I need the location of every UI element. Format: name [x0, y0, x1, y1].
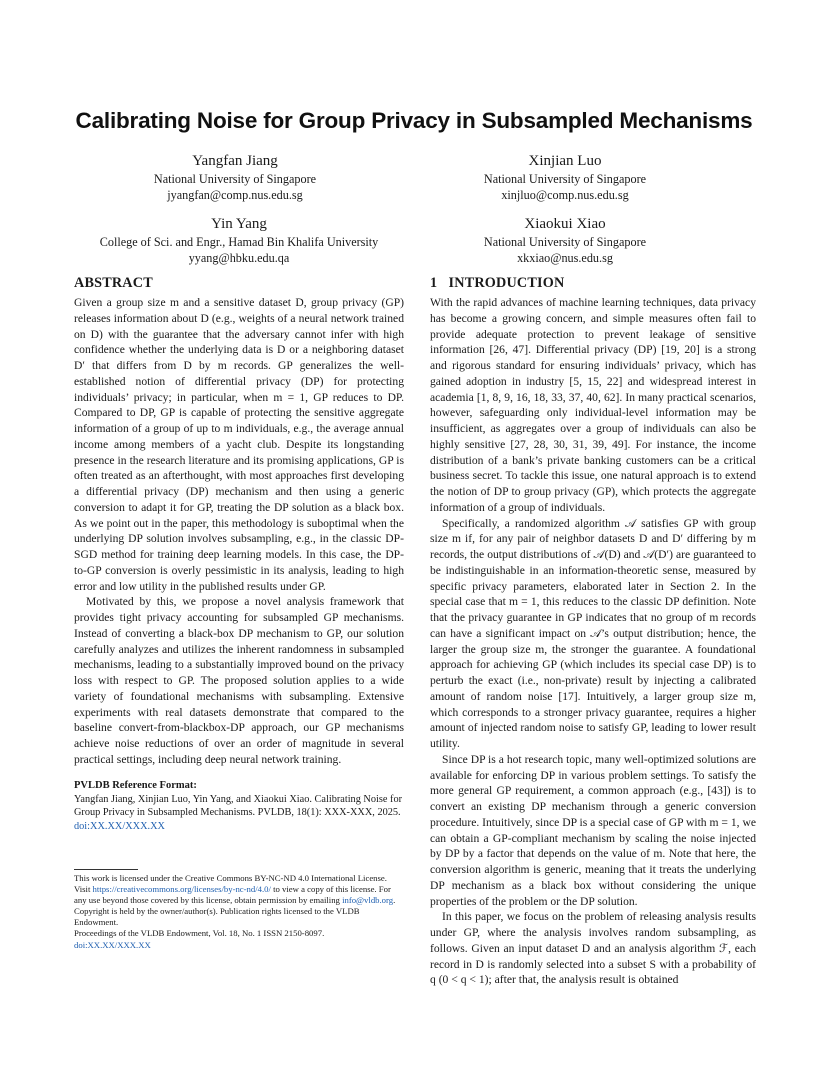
- intro-paragraph: With the rapid advances of machine learning techniques, data privacy has become a growing concern, and simple measures often fail to provide adequate protection to prevent leakage of sensitive information [26, 47]. Differential privacy (DP) [19, 20] is a strong and rigorous standard for ensuring individuals’ privacy, which has gained adoption in industry [5, 15, 22] and widespread interest in academia [1, 8, 9, 16, 18, 33, 37, 40, 62]. In many practical scenarios, however, safeguarding only individual-level information may be insufficient, as aggregates over a group of individuals can also be highly sensitive [27, 28, 30, 31, 39, 49]. For instance, the income distribution of a bank’s private banking customers can be a critical business secret. To tackle this issue, one natural approach is to extend the notion of DP to group privacy (GP), which protects the aggregate information of a group of individuals.: [430, 296, 756, 514]
- intro-paragraph: Since DP is a hot research topic, many well-optimized solutions are available for enforcing DP in various problem settings. To satisfy the more general GP requirement, a common approach (e.g., [43]) is to convert an existing DP mechanism through a generic conversion procedure. Intuitively, since DP is a special case of GP with m = 1, we can obtain a GP-compliant mechanism by scaling the noise injected by DP by a factor that depends on the value of m. Note that here, the conversion algorithm is generic, meaning that it treats the underlying DP mechanism as a black box without considering the unique properties of the problem or the DP solution.: [430, 752, 756, 908]
- author-affiliation: College of Sci. and Engr., Hamad Bin Khalifa University: [99, 235, 379, 249]
- intro-paragraph: Specifically, a randomized algorithm 𝒜 satisfies GP with group size m if, for any pair of neighbor datasets D and D′ differing by m records, the output distributions of 𝒜(D) and 𝒜(D′) are guaranteed to be indistinguishable in an information-theoretic sense, measured by specific privacy parameters, elaborated later in Section 2. In the special case that m = 1, this reduces to the classic DP definition. Note that the privacy guarantee in GP indicates that no group of m records can have a significant impact on 𝒜’s output distribution; hence, the larger the group size m, the stronger the guarantee. A foundational approach for achieving GP (which includes its special case DP) is to perturb the exact (i.e., non-private) result by injecting a calibrated amount of random noise [17]. Intuitively, a larger group size m, which corresponds to a stronger privacy guarantee, requires a higher amount of injected random noise to satisfy GP, leading to lower result utility.: [430, 516, 756, 750]
- abstract-heading: ABSTRACT: [74, 275, 153, 291]
- abstract-body: [74, 295, 404, 768]
- author-block: [74, 215, 404, 266]
- reference-format-heading: PVLDB Reference Format:: [74, 780, 197, 791]
- license-footnote: [74, 873, 404, 951]
- footnote-rule: [74, 869, 138, 870]
- intro-paragraph: In this paper, we focus on the problem of releasing analysis results under GP, where the analysis involves random subsampling, as follows. Given an input dataset D and an analysis algorithm ℱ, each record in D is randomly selected into a subset S with a probability of q (0 < q < 1); after that, the analysis result is obtained: [430, 910, 756, 987]
- email-link[interactable]: info@vldb.org: [342, 895, 394, 906]
- paper-title: Calibrating Noise for Group Privacy in Subsampled Mechanisms: [75, 108, 753, 133]
- proceedings-text: Proceedings of the VLDB Endowment, Vol. 18, No. 1 ISSN 2150-8097.: [74, 928, 325, 939]
- introduction-heading: 1 INTRODUCTION: [430, 275, 565, 291]
- license-text-part: . Copyright is held by the owner/author(s). Publication rights licensed to the VLDB Endowment.: [74, 895, 396, 928]
- license-text: [74, 873, 404, 928]
- license-text-part: to view a copy of this license. For any use beyond those covered by this license, obtain permission by emailing: [74, 884, 391, 906]
- author-affiliation: National University of Singapore: [153, 172, 317, 186]
- reference-format-text: Yangfan Jiang, Xinjian Luo, Yin Yang, and Xiaokui Xiao. Calibrating Noise for Group Privacy in Subsampled Mechanisms. PVLDB, 18(1): XXX-XXX, 2025.: [74, 793, 403, 818]
- author-block: [440, 215, 690, 266]
- license-url-link[interactable]: https://creativecommons.org/licenses/by-nc-nd/4.0/: [92, 884, 271, 895]
- author-email: jyangfan@comp.nus.edu.sg: [167, 188, 303, 202]
- reference-doi-link[interactable]: doi:XX.XX/XXX.XX: [74, 820, 165, 832]
- license-text-part: This work is licensed under the Creative Commons BY-NC-ND 4.0 International License. Visit: [74, 873, 387, 895]
- author-name: Yangfan Jiang: [192, 153, 278, 169]
- author-email: xinjluo@comp.nus.edu.sg: [501, 188, 629, 202]
- abstract-paragraph: Given a group size m and a sensitive dataset D, group privacy (GP) releases information about D (e.g., weights of a neural network trained on D) with the guarantee that the adversary cannot infer with high confidence whether the underlying data is D or a neighboring dataset D′ that differs from D by m records. GP generalizes the well-established notion of differential privacy (DP) for protecting individuals’ privacy; in particular, when m = 1, GP reduces to DP. Compared to DP, GP is capable of protecting the sensitive aggregate information of a group of up to m individuals, e.g., the average annual income among members of a yacht club. Despite its longstanding presence in the research literature and its promising applications, GP is often treated as an afterthought, with most approaches first developing a differential privacy (DP) mechanism and then using a generic conversion to adapt it for GP, treating the DP solution as a black box. As we point out in the paper, this methodology is suboptimal when the underlying DP solution involves subsampling, e.g., in the classic DP-SGD method for training deep learning models. In this case, the DP-to-GP conversion is overly pessimistic in its analysis, leading to high error and low utility in the published results under GP.: [74, 296, 404, 593]
- author-block: [440, 152, 690, 203]
- abstract-paragraph: Motivated by this, we propose a novel analysis framework that provides tight privacy accounting for subsampled GP mechanisms. Instead of converting a black-box DP mechanism to GP, our solution carefully analyzes and utilizes the inherent randomness in subsampled mechanisms, leading to a substantially improved bound on the privacy loss with respect to GP. The proposed solution applies to a wide variety of foundational mechanisms with subsampling. Extensive experiments with real datasets demonstrate that compared to the baseline convert-from-blackbox-DP approach, our GP mechanisms achieve noise reductions of over an order of magnitude in several practical settings, including deep neural network training.: [74, 595, 404, 766]
- author-name: Yin Yang: [211, 216, 267, 232]
- author-affiliation: National University of Singapore: [483, 172, 647, 186]
- footnote-doi-link[interactable]: doi:XX.XX/XXX.XX: [74, 939, 151, 950]
- introduction-body: [430, 295, 756, 988]
- author-email: yyang@hbku.edu.qa: [188, 251, 290, 265]
- author-block: [110, 152, 360, 203]
- reference-format: [74, 779, 404, 833]
- author-name: Xiaokui Xiao: [524, 216, 606, 232]
- author-affiliation: National University of Singapore: [483, 235, 647, 249]
- author-email: xkxiao@nus.edu.sg: [517, 251, 613, 265]
- author-name: Xinjian Luo: [528, 153, 602, 169]
